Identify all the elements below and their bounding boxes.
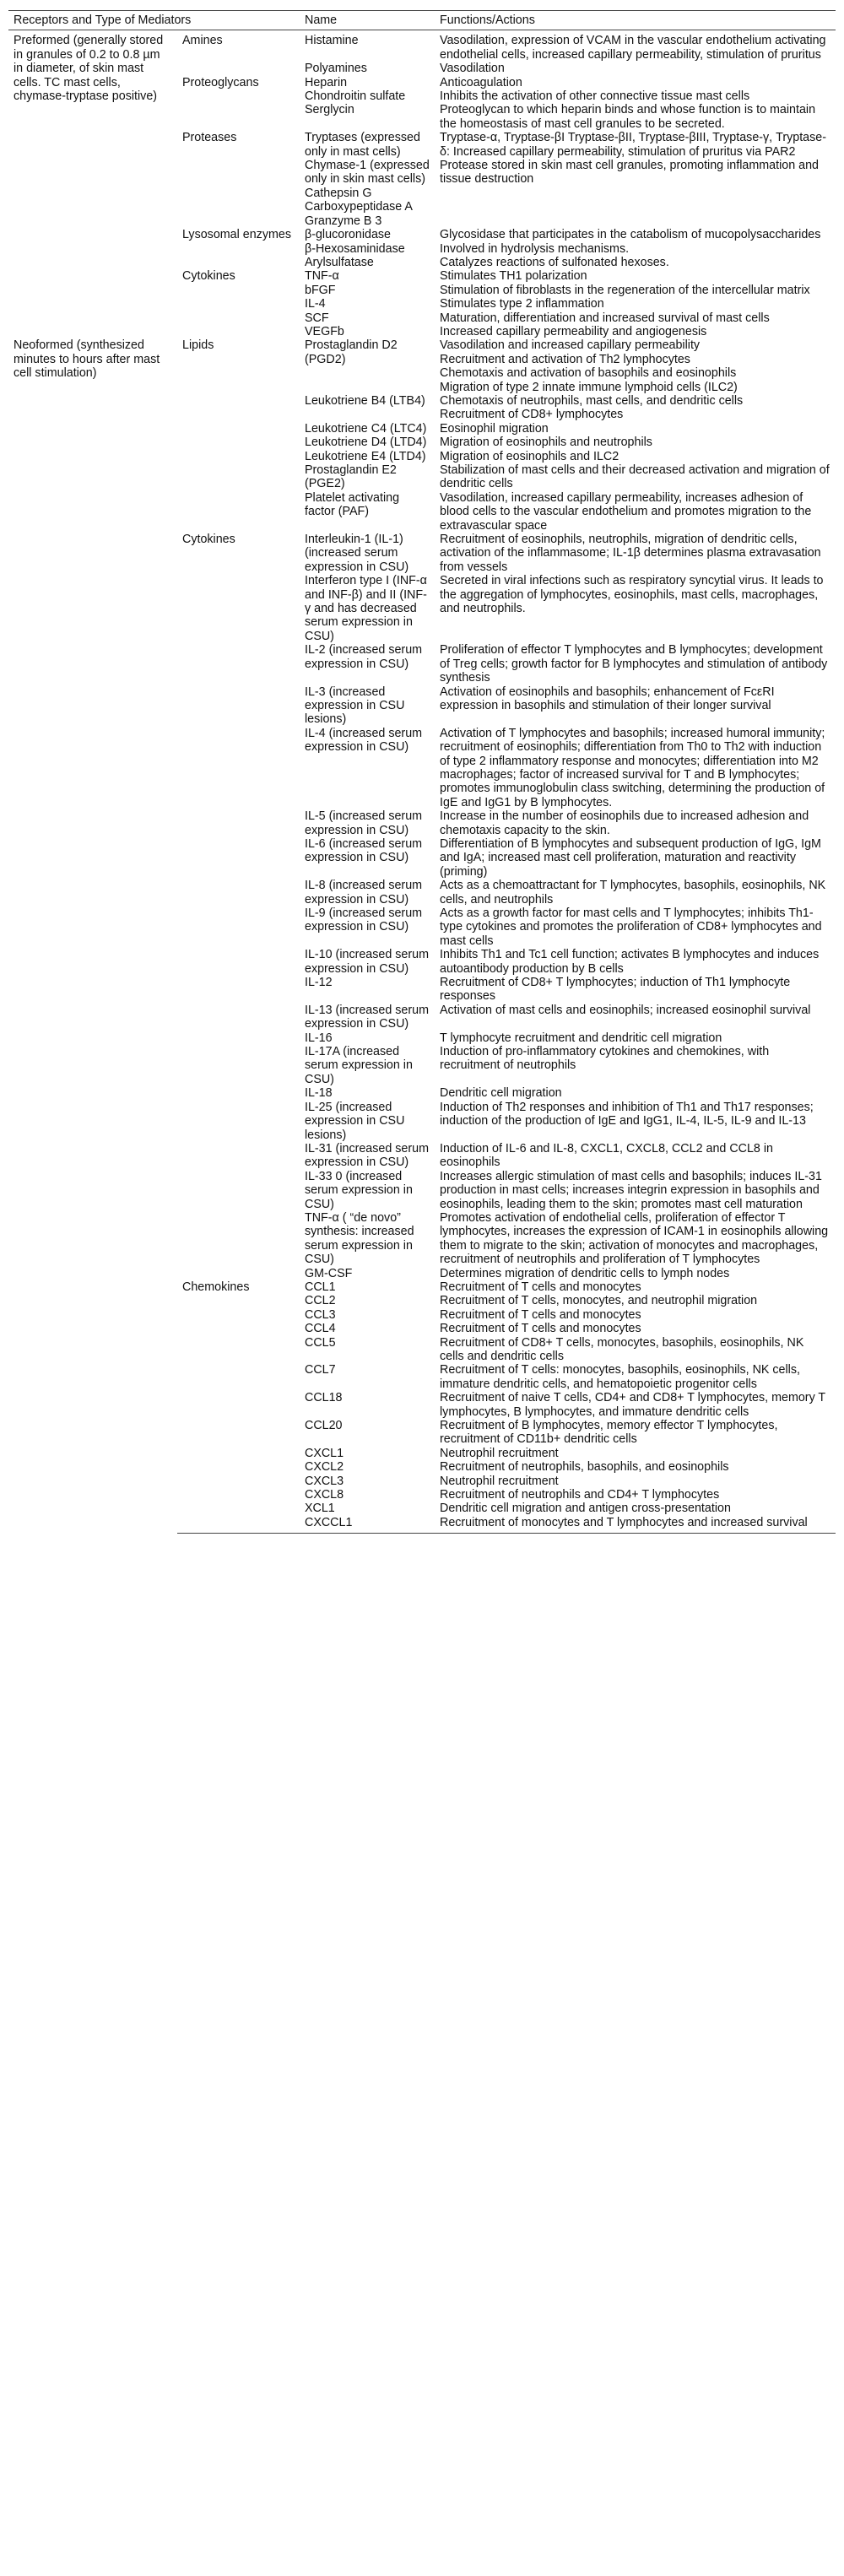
cell-type [177,574,300,643]
cell-type [177,214,300,228]
cell-function: Acts as a growth factor for mast cells and T lymphocytes; inhibits Th1-type cytokines and promotes the proliferation of CD8+ lymphocytes and mast cells [440,906,822,948]
cell-type [177,685,300,727]
cell-name: β-glucoronidase [305,228,392,242]
cell-type [177,436,300,449]
cell-function: Increased capillary permeability and angiogenesis [440,324,707,338]
cell-name: CCL1 [305,1280,336,1294]
cell-function: Recruitment of CD8+ T lymphocytes; induction of Th1 lymphocyte responses [440,976,791,1004]
cell-function: T lymphocyte recruitment and dendritic cell migration [440,1031,722,1045]
cell-type [177,809,300,837]
cell-type [177,1142,300,1170]
header-receptors-type: Receptors and Type of Mediators [8,11,300,30]
cell-type [177,906,300,948]
cell-type: Chemokines [182,1280,250,1294]
cell-function [435,187,836,200]
cell-name: Serglycin [305,103,354,117]
cell-function [435,200,836,214]
cell-type [177,103,300,131]
cell-type [177,1170,300,1211]
cell-function: Activation of eosinophils and basophils; enhancement of FcεRI expression in basophils and stimulation of their longer survival [440,685,775,712]
cell-name: CCL4 [305,1322,336,1336]
cell-function: Increase in the number of eosinophils due to increased adhesion and chemotaxis capacity to the skin. [440,809,809,837]
cell-function: Recruitment of eosinophils, neutrophils, migration of dendritic cells, activation of the inflammasome; IL-1β determines plasma extravasation from vessels [440,533,821,574]
cell-name: CXCL2 [305,1460,344,1475]
cell-type [177,1294,300,1307]
cell-type: Lipids [182,338,214,353]
cell-type [177,1101,300,1142]
cell-name: Prostaglandin D2 (PGD2) [305,338,398,366]
cell-function: Activation of T lymphocytes and basophils; increased humoral immunity; recruitment of eosinophils; differentiation from Th0 to Th2 with induction of type 2 inflammatory response and monocytes; differentiation into M2 macrophages; factor of increased survival for T and B lymphocytes; promotes immunoglobulin class switching, determining the production of IgE and IgG1 by B lymphocytes. [440,726,825,809]
cell-type [177,837,300,879]
header-name: Name [300,11,435,30]
cell-name: CCL18 [305,1391,343,1405]
cell-type [177,1460,300,1474]
cell-name: Leukotriene E4 (LTD4) [305,449,426,463]
cell-name: IL-3 (increased expression in CSU lesions) [305,685,405,727]
cell-name: Interferon type I (INF-α and INF-β) and II (INF-γ and has decreased serum expression in CSU) [305,574,427,643]
cell-function: Recruitment of CD8+ T cells, monocytes, basophils, eosinophils, NK cells and dendritic cells [440,1335,804,1363]
cell-type [177,1502,300,1515]
cell-type [177,200,300,214]
cell-type [177,1031,300,1045]
cell-name: Arylsulfatase [305,255,374,269]
cell-name: IL-2 (increased serum expression in CSU) [305,643,423,671]
cell-function: Chemotaxis of neutrophils, mast cells, and dendritic cells Recruitment of CD8+ lymphocytes [440,393,744,422]
cell-origin: Preformed (generally stored in granules of 0.2 to 0.8 µm in diameter, of skin mast cells. TC mast cells, chymase-tryptase positive) [14,34,164,104]
cell-type [177,62,300,75]
cell-function: Recruitment of T cells, monocytes, and neutrophil migration [440,1294,758,1308]
cell-type [177,976,300,1004]
cell-name: Chondroitin sulfate [305,89,406,104]
cell-function: Protease stored in skin mast cell granules, promoting inflammation and tissue destruction [440,159,819,187]
cell-name: IL-4 (increased serum expression in CSU) [305,726,423,755]
mediators-table [8,10,836,1534]
cell-name: CXCL3 [305,1474,344,1488]
cell-name: Chymase-1 (expressed only in skin mast cells) [305,159,430,187]
cell-type [177,491,300,533]
cell-function: Stabilization of mast cells and their decreased activation and migration of dendritic cells [440,463,830,491]
cell-name: β-Hexosaminidase [305,241,405,256]
cell-type [177,1475,300,1488]
cell-name: XCL1 [305,1502,335,1516]
cell-function: Stimulation of fibroblasts in the regeneration of the intercellular matrix [440,283,810,297]
cell-origin: Neoformed (synthesized minutes to hours after mast cell stimulation) [14,338,160,381]
cell-name: Interleukin-1 (IL-1) (increased serum expression in CSU) [305,533,409,574]
cell-function: Induction of pro-inflammatory cytokines and chemokines, with recruitment of neutrophils [440,1045,770,1073]
cell-type: Cytokines [182,533,235,547]
cell-type [177,1322,300,1335]
cell-name: CCL2 [305,1294,336,1308]
cell-function: Recruitment of neutrophils and CD4+ T lymphocytes [440,1488,720,1502]
cell-name: Leukotriene D4 (LTD4) [305,436,427,450]
cell-type [177,394,300,422]
cell-type [177,1086,300,1100]
cell-function: Catalyzes reactions of sulfonated hexoses. [440,255,669,269]
table-header-row [8,11,836,30]
cell-function: Vasodilation, expression of VCAM in the vascular endothelium activating endothelial cells, increased capillary permeability, stimulation of pruritus [440,34,826,62]
cell-type [177,256,300,269]
cell-function: Acts as a chemoattractant for T lymphocytes, basophils, eosinophils, NK cells, and neutrophils [440,879,826,906]
cell-function: Induction of Th2 responses and inhibition of Th1 and Th17 responses; induction of the production of IgE and IgG1, IL-4, IL-5, IL-9 and IL-13 [440,1100,814,1128]
cell-name: IL-13 (increased serum expression in CSU) [305,1003,430,1031]
cell-function: Recruitment of T cells: monocytes, basophils, eosinophils, NK cells, immature dendritic cells, and hematopoietic progenitor cells [440,1363,800,1391]
cell-function: Differentiation of B lymphocytes and subsequent production of IgG, IgM and IgA; increased mast cell proliferation, maturation and reactivity (priming) [440,836,821,879]
cell-function [435,214,836,228]
cell-function: Promotes activation of endothelial cells, proliferation of effector T lymphocytes, increases the expression of ICAM-1 in eosinophils allowing them to migrate to the skin; activation of monocytes and macrophages, recruitment of neutrophils and proliferation of T lymphocytes [440,1210,829,1267]
cell-name: IL-8 (increased serum expression in CSU) [305,879,423,906]
cell-name: IL-16 [305,1031,333,1045]
cell-name: IL-5 (increased serum expression in CSU) [305,809,423,837]
cell-type [177,727,300,809]
cell-function: Stimulates type 2 inflammation [440,297,604,311]
cell-function: Vasodilation and increased capillary permeability Recruitment and activation of Th2 lymphocytes Chemotaxis and activation of basophils and eosinophils Migration of type 2 innate immune lymphoid cells (ILC2) [440,338,738,394]
cell-name: IL-25 (increased expression in CSU lesions) [305,1100,405,1142]
cell-type [177,242,300,256]
cell-name: TNF-α ( “de novo” synthesis: increased serum expression in CSU) [305,1210,414,1267]
cell-name: CCL7 [305,1363,336,1377]
cell-function: Determines migration of dendritic cells to lymph nodes [440,1266,730,1280]
cell-type [177,1045,300,1086]
cell-type: Proteases [182,131,237,145]
cell-function: Recruitment of T cells and monocytes [440,1322,641,1336]
cell-function: Anticoagulation [440,75,522,89]
cell-type [177,948,300,976]
cell-function: Involved in hydrolysis mechanisms. [440,241,630,256]
cell-type [177,463,300,491]
table-row [8,338,836,394]
cell-name: bFGF [305,283,336,297]
cell-name: TNF-α [305,269,339,284]
cell-name: Leukotriene C4 (LTC4) [305,421,427,436]
cell-function: Recruitment of T cells and monocytes [440,1307,641,1322]
cell-name: Polyamines [305,62,367,76]
cell-name: Heparin [305,75,348,89]
cell-name: IL-31 (increased serum expression in CSU) [305,1141,430,1170]
cell-name: Tryptases (expressed only in mast cells) [305,131,420,159]
cell-function: Neutrophil recruitment [440,1474,559,1488]
cell-function: Dendritic cell migration and antigen cross-presentation [440,1502,731,1516]
cell-function: Increases allergic stimulation of mast cells and basophils; induces IL-31 production in mast cells; increases integrin expression in basophils and eosinophils, leading them to the skin; promotes mast cell maturation [440,1169,822,1211]
cell-type [177,879,300,906]
cell-type: Amines [182,34,223,48]
cell-type: Proteoglycans [182,75,259,89]
cell-type [177,1363,300,1391]
cell-name: CXCCL1 [300,1516,435,1534]
cell-type [177,450,300,463]
table-row [8,30,836,62]
cell-type [177,1336,300,1364]
cell-type [177,1267,300,1280]
cell-type [177,1004,300,1031]
header-functions: Functions/Actions [435,11,836,30]
cell-name: CXCL8 [305,1488,344,1502]
cell-type [177,325,300,338]
cell-function: Recruitment of neutrophils, basophils, and eosinophils [440,1460,729,1475]
cell-type: Cytokines [182,269,235,284]
cell-name: IL-6 (increased serum expression in CSU) [305,836,423,865]
cell-type [177,89,300,103]
cell-name: Granzyme B 3 [305,214,382,228]
cell-function: Dendritic cell migration [440,1086,562,1101]
cell-function: Proteoglycan to which heparin binds and whose function is to maintain the homeostasis of mast cell granules to be secreted. [440,103,816,131]
cell-name: Platelet activating factor (PAF) [305,490,400,519]
cell-type [177,311,300,325]
cell-type [177,1516,300,1534]
cell-name: SCF [305,311,329,325]
cell-type [177,1211,300,1267]
cell-function: Neutrophil recruitment [440,1446,559,1460]
cell-name: IL-10 (increased serum expression in CSU) [305,948,430,976]
cell-function: Glycosidase that participates in the catabolism of mucopolysaccharides [440,228,821,242]
cell-function: Recruitment of T cells and monocytes [440,1280,641,1294]
cell-function: Vasodilation [440,62,505,76]
cell-name: Histamine [305,34,359,48]
cell-function: Induction of IL-6 and IL-8, CXCL1, CXCL8, CCL2 and CCL8 in eosinophils [440,1141,773,1170]
cell-function: Recruitment of monocytes and T lymphocytes and increased survival [435,1516,836,1534]
cell-name: IL-17A (increased serum expression in CSU) [305,1045,413,1086]
cell-type [177,187,300,200]
cell-type [177,1419,300,1447]
cell-function: Inhibits Th1 and Tc1 cell function; activates B lymphocytes and induces autoantibody production by B cells [440,948,820,976]
cell-type [177,643,300,685]
cell-function: Inhibits the activation of other connective tissue mast cells [440,89,750,104]
cell-type: Lysosomal enzymes [182,228,291,242]
cell-function: Recruitment of naive T cells, CD4+ and CD8+ T lymphocytes, memory T lymphocytes, B lymphocytes, and immature dendritic cells [440,1391,825,1419]
cell-function: Migration of eosinophils and ILC2 [440,449,619,463]
cell-function: Tryptase-α, Tryptase-βI Tryptase-βII, Tryptase-βIII, Tryptase-γ, Tryptase-δ: Increased capillary permeability, stimulation of pruritus via PAR2 [440,131,826,159]
cell-function: Recruitment of B lymphocytes, memory effector T lymphocytes, recruitment of CD11b+ dendritic cells [440,1419,778,1447]
cell-name: GM-CSF [305,1266,353,1280]
cell-type [177,159,300,187]
table-body [8,30,836,1534]
cell-function: Vasodilation, increased capillary permeability, increases adhesion of blood cells to the vascular endothelium and promotes migration to the extravascular space [440,490,812,533]
mediators-table-document [8,10,836,1534]
cell-name: IL-12 [305,976,333,990]
cell-type [177,1391,300,1419]
cell-type [177,1447,300,1460]
cell-function: Activation of mast cells and eosinophils; increased eosinophil survival [440,1003,811,1017]
cell-type [177,1488,300,1502]
cell-type [177,297,300,311]
cell-name: CCL5 [305,1335,336,1350]
cell-name: IL-18 [305,1086,333,1101]
cell-name: IL-4 [305,297,326,311]
cell-type [177,422,300,436]
cell-function: Maturation, differentiation and increased survival of mast cells [440,311,770,325]
cell-function: Secreted in viral infections such as respiratory syncytial virus. It leads to the aggregation of lymphocytes, eosinophils, mast cells, macrophages, and neutrophils. [440,574,824,616]
cell-name: VEGFb [305,324,344,338]
cell-name: CXCL1 [305,1446,344,1460]
cell-name: Carboxypeptidase A [305,200,413,214]
cell-name: CCL3 [305,1307,336,1322]
cell-function: Eosinophil migration [440,421,549,436]
cell-name: Cathepsin G [305,186,372,200]
cell-name: Prostaglandin E2 (PGE2) [305,463,397,491]
cell-function: Stimulates TH1 polarization [440,269,587,284]
cell-type [177,284,300,297]
cell-function: Migration of eosinophils and neutrophils [440,436,652,450]
cell-name: IL-9 (increased serum expression in CSU) [305,906,423,934]
cell-name: CCL20 [305,1419,343,1433]
cell-name: IL-33 0 (increased serum expression in CSU) [305,1169,413,1211]
cell-type [177,1308,300,1322]
cell-function: Proliferation of effector T lymphocytes and B lymphocytes; development of Treg cells; growth factor for B lymphocytes and stimulation of antibody synthesis [440,643,828,685]
cell-name: Leukotriene B4 (LTB4) [305,393,425,408]
